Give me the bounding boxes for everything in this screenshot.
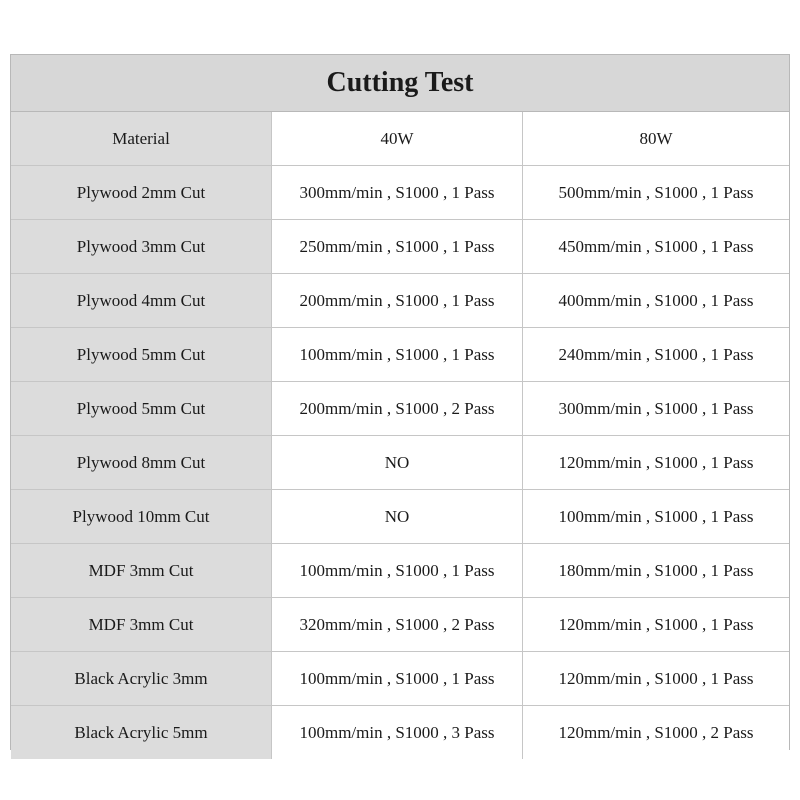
setting-40w-cell: 250mm/min , S1000 , 1 Pass <box>272 220 523 274</box>
table-row <box>11 652 789 706</box>
setting-80w-cell: 120mm/min , S1000 , 2 Pass <box>523 706 790 760</box>
material-cell: Plywood 10mm Cut <box>11 490 272 544</box>
setting-80w-cell: 500mm/min , S1000 , 1 Pass <box>523 166 790 220</box>
setting-40w-cell: 100mm/min , S1000 , 1 Pass <box>272 652 523 706</box>
material-cell: Plywood 5mm Cut <box>11 328 272 382</box>
setting-40w-cell: NO <box>272 436 523 490</box>
material-cell: MDF 3mm Cut <box>11 598 272 652</box>
setting-80w-cell: 450mm/min , S1000 , 1 Pass <box>523 220 790 274</box>
header-row <box>11 112 789 166</box>
table-row <box>11 436 789 490</box>
setting-40w-cell: 200mm/min , S1000 , 1 Pass <box>272 274 523 328</box>
table-row <box>11 598 789 652</box>
table-row <box>11 328 789 382</box>
setting-40w-cell: 300mm/min , S1000 , 1 Pass <box>272 166 523 220</box>
setting-80w-cell: 300mm/min , S1000 , 1 Pass <box>523 382 790 436</box>
setting-80w-cell: 100mm/min , S1000 , 1 Pass <box>523 490 790 544</box>
table-row <box>11 490 789 544</box>
table-row <box>11 220 789 274</box>
setting-80w-cell: 120mm/min , S1000 , 1 Pass <box>523 436 790 490</box>
cutting-test-table <box>11 112 789 759</box>
material-cell: MDF 3mm Cut <box>11 544 272 598</box>
setting-80w-cell: 400mm/min , S1000 , 1 Pass <box>523 274 790 328</box>
setting-40w-cell: NO <box>272 490 523 544</box>
material-cell: Black Acrylic 3mm <box>11 652 272 706</box>
setting-80w-cell: 120mm/min , S1000 , 1 Pass <box>523 598 790 652</box>
material-cell: Plywood 3mm Cut <box>11 220 272 274</box>
material-cell: Plywood 8mm Cut <box>11 436 272 490</box>
setting-40w-cell: 100mm/min , S1000 , 1 Pass <box>272 328 523 382</box>
material-cell: Black Acrylic 5mm <box>11 706 272 760</box>
cutting-test-table-frame <box>10 54 790 750</box>
table-title: Cutting Test <box>11 55 789 112</box>
setting-80w-cell: 240mm/min , S1000 , 1 Pass <box>523 328 790 382</box>
header-material: Material <box>11 112 272 166</box>
setting-40w-cell: 100mm/min , S1000 , 1 Pass <box>272 544 523 598</box>
setting-40w-cell: 200mm/min , S1000 , 2 Pass <box>272 382 523 436</box>
table-row <box>11 706 789 760</box>
table-row <box>11 166 789 220</box>
table-row <box>11 382 789 436</box>
table-row <box>11 274 789 328</box>
material-cell: Plywood 4mm Cut <box>11 274 272 328</box>
material-cell: Plywood 2mm Cut <box>11 166 272 220</box>
setting-40w-cell: 100mm/min , S1000 , 3 Pass <box>272 706 523 760</box>
header-80w: 80W <box>523 112 790 166</box>
material-cell: Plywood 5mm Cut <box>11 382 272 436</box>
setting-40w-cell: 320mm/min , S1000 , 2 Pass <box>272 598 523 652</box>
table-row <box>11 544 789 598</box>
setting-80w-cell: 120mm/min , S1000 , 1 Pass <box>523 652 790 706</box>
header-40w: 40W <box>272 112 523 166</box>
setting-80w-cell: 180mm/min , S1000 , 1 Pass <box>523 544 790 598</box>
